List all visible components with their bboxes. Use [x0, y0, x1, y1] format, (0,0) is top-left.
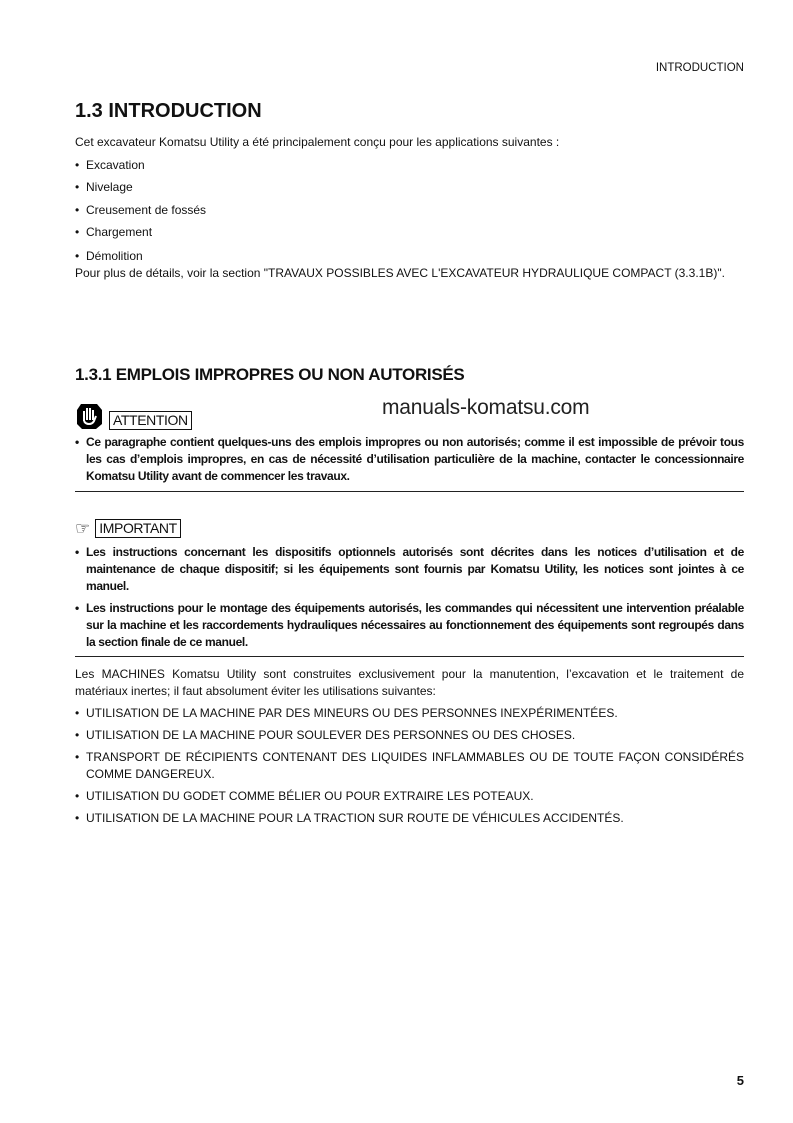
application-item: • Démolition [75, 248, 744, 265]
watermark: manuals-komatsu.com [382, 396, 590, 419]
forbidden-use-item: • UTILISATION DE LA MACHINE POUR SOULEVER DES PERSONNES OU DES CHOSES. [75, 727, 744, 744]
page-number: 5 [736, 1073, 744, 1088]
pointing-hand-icon: ☞ [75, 519, 91, 538]
application-item: • Creusement de fossés [75, 199, 744, 222]
application-item: • Chargement [75, 221, 744, 244]
important-list [75, 544, 744, 651]
important-item: • Les instructions concernant les dispositifs optionnels autorisés sont décrites dans les notices d’utilisation et de maintenance de chaque dispositif; si les équipements sont fournis par Komatsu Utility, les notices sont jointes à ce manuel. [75, 544, 744, 595]
hand-stop-icon [75, 402, 103, 430]
more-details-text: Pour plus de détails, voir la section "TRAVAUX POSSIBLES AVEC L'EXCAVATEUR HYDRAULIQUE COMPACT (3.3.1B)". [75, 265, 725, 280]
intro-text: Cet excavateur Komatsu Utility a été principalement conçu pour les applications suivantes : [75, 135, 560, 149]
divider [75, 491, 744, 492]
forbidden-use-item: • UTILISATION DU GODET COMME BÉLIER OU POUR EXTRAIRE LES POTEAUX. [75, 788, 744, 805]
running-header: INTRODUCTION [655, 62, 744, 74]
application-item: • Excavation [75, 154, 744, 177]
machines-block [75, 666, 744, 827]
important-heading [75, 519, 744, 538]
subsection-title: 1.3.1 EMPLOIS IMPROPRES OU NON AUTORISÉS [75, 365, 465, 384]
divider [75, 656, 744, 657]
forbidden-use-item: • TRANSPORT DE RÉCIPIENTS CONTENANT DES LIQUIDES INFLAMMABLES OU DE TOUTE FAÇON CONSIDÉRÉS COMME DANGEREUX. [75, 749, 744, 783]
machines-text: Les MACHINES Komatsu Utility sont construites exclusivement pour la manutention, l’excavation et le traitement de matériaux inertes; il faut absolument éviter les utilisations suivantes: [75, 667, 744, 698]
intro-block [75, 131, 744, 282]
important-label: IMPORTANT [95, 519, 181, 538]
attention-label: ATTENTION [109, 411, 192, 430]
subsection-block [75, 364, 744, 827]
section-title: 1.3 INTRODUCTION [75, 100, 262, 122]
forbidden-use-item: • UTILISATION DE LA MACHINE PAR DES MINEURS OU DES PERSONNES INEXPÉRIMENTÉES. [75, 705, 744, 722]
application-item: • Nivelage [75, 176, 744, 199]
important-item: • Les instructions pour le montage des équipements autorisés, les commandes qui nécessitent une intervention préalable sur la machine et les raccordements hydrauliques nécessaires au fonctionnement des équipements sont regroupés dans la section finale de ce manuel. [75, 600, 744, 651]
forbidden-use-item: • UTILISATION DE LA MACHINE POUR LA TRACTION SUR ROUTE DE VÉHICULES ACCIDENTÉS. [75, 810, 744, 827]
attention-text: • Ce paragraphe contient quelques-uns des emplois impropres ou non autorisés; comme il est impossible de prévoir tous les cas d’emplois impropres, en cas de nécessité d’utilisation particulière de la machine, contacter le concessionnaire Komatsu Utility avant de commencer les travaux. [75, 434, 744, 485]
